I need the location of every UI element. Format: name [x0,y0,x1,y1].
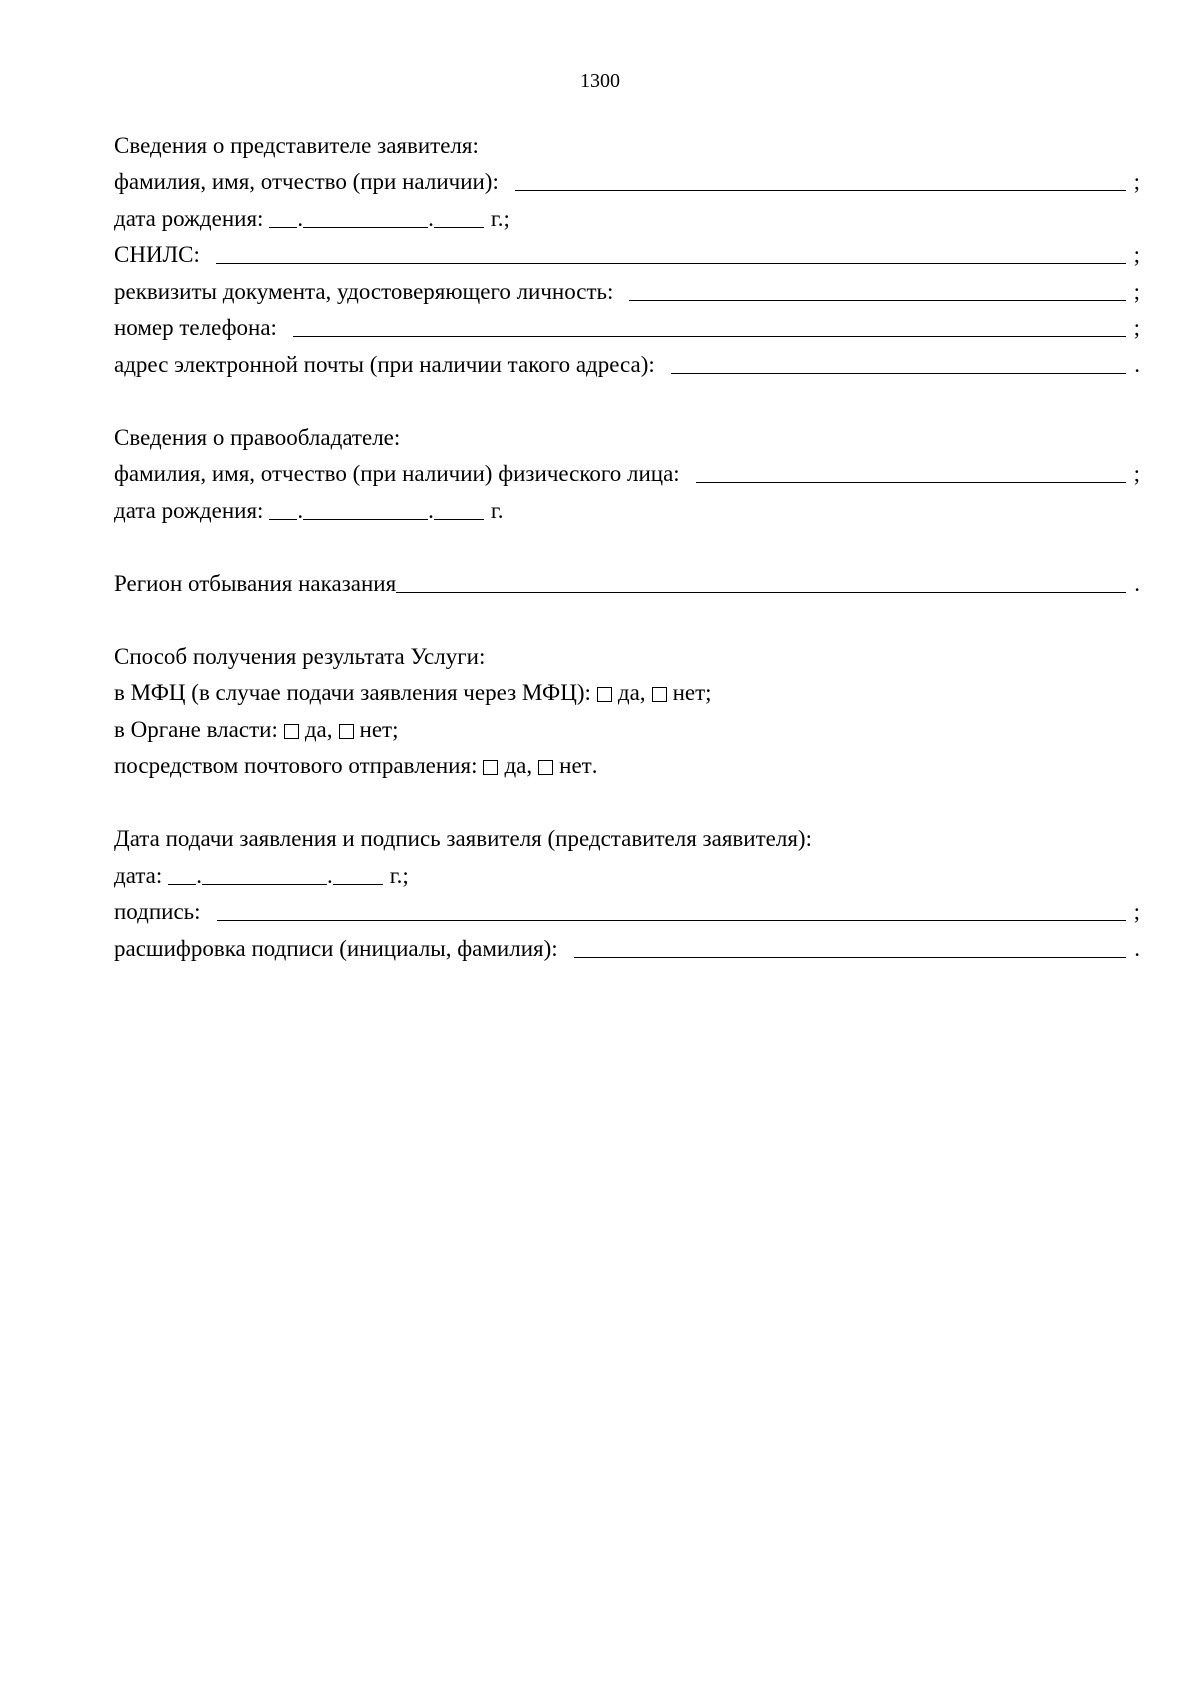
year-suffix: г.; [490,205,510,231]
rh-birth-year-field[interactable] [434,518,484,520]
date-dot: . [428,205,434,231]
region-field[interactable] [396,591,1126,593]
rep-birth-row [114,197,1140,234]
region-label: Регион отбывания наказания [114,570,397,596]
method-post-row [114,745,1140,782]
rh-birth-label: дата рождения: [114,497,264,523]
section-heading: Сведения о представителе заявителя: [114,132,479,158]
rep-birth-month-field[interactable] [303,226,428,228]
semicolon: ; [392,716,399,742]
rightholder-heading [114,416,1140,453]
rep-fio-row [114,161,1140,198]
semicolon: ; [705,680,712,705]
rep-birth-day-field[interactable] [269,226,297,228]
spacer [114,380,1140,417]
rep-phone-label: номер телефона: [114,315,277,340]
sig-decode-field[interactable] [574,956,1126,958]
sig-sign-row [114,891,1140,928]
rep-doc-row [114,270,1140,307]
date-dot: . [428,497,434,523]
method-heading [114,635,1140,672]
rep-email-field[interactable] [671,372,1126,374]
yes-label: да, [304,716,333,742]
rh-fio-label: фамилия, имя, отчество (при наличии) физического лица: [114,461,680,486]
rep-phone-row [114,307,1140,344]
semicolon: ; [1133,899,1140,924]
rep-birth-year-field[interactable] [434,226,484,228]
semicolon: ; [1133,461,1140,486]
rep-snils-field[interactable] [216,262,1126,264]
rh-fio-field[interactable] [696,481,1126,483]
sig-day-field[interactable] [168,883,196,885]
rep-email-row [114,343,1140,380]
date-dot: . [327,862,333,888]
date-dot: . [297,205,304,231]
representative-heading [114,124,1140,161]
post-no-checkbox[interactable] [538,760,553,775]
section-heading: Способ получения результата Услуги: [114,643,486,669]
no-label: нет [559,753,592,778]
period: . [1134,351,1140,377]
semicolon: ; [1133,169,1140,194]
mfc-yes-checkbox[interactable] [597,687,612,702]
form-content [114,124,1140,964]
spacer [114,526,1140,563]
region-row [114,562,1140,599]
yes-label: да, [617,680,646,705]
method-mfc-row [114,672,1140,709]
method-authority-row [114,708,1140,745]
period: . [1134,935,1140,961]
authority-no-checkbox[interactable] [339,724,354,739]
sig-decode-row [114,927,1140,964]
sig-sign-field[interactable] [217,919,1126,921]
rh-birth-date [269,499,484,522]
year-suffix: г. [490,497,504,523]
rep-snils-label: СНИЛС: [114,242,200,267]
date-dot: . [196,862,202,888]
yes-label: да, [504,753,533,778]
rep-doc-field[interactable] [629,299,1126,301]
period: . [1134,570,1140,596]
spacer [114,599,1140,636]
method-post-label: посредством почтового отправления: [114,753,478,778]
sig-decode-label: расшифровка подписи (инициалы, фамилия): [114,935,558,961]
rep-phone-field[interactable] [293,335,1126,337]
rh-birth-day-field[interactable] [269,518,297,520]
rep-birth-date [269,207,484,230]
date-dot: . [297,497,304,523]
year-suffix: г.; [389,862,409,888]
rh-birth-month-field[interactable] [303,518,428,520]
no-label: нет [672,680,706,705]
sig-date [168,864,383,887]
sig-date-label: дата: [114,862,163,888]
rep-email-label: адрес электронной почты (при наличии такого адреса): [114,351,655,377]
post-yes-checkbox[interactable] [483,760,498,775]
rep-snils-row [114,234,1140,271]
sig-date-row [114,854,1140,891]
method-authority-label: в Органе власти: [114,716,278,742]
spacer [114,781,1140,818]
period: . [591,753,598,778]
section-heading: Сведения о правообладателе: [114,424,401,450]
rep-fio-label: фамилия, имя, отчество (при наличии): [114,169,499,194]
rh-fio-row [114,453,1140,490]
semicolon: ; [1133,278,1140,304]
semicolon: ; [1133,315,1140,340]
semicolon: ; [1133,242,1140,267]
sig-month-field[interactable] [202,883,327,885]
sig-year-field[interactable] [333,883,383,885]
page-number: 1300 [580,70,620,92]
mfc-no-checkbox[interactable] [652,687,667,702]
signature-heading [114,818,1140,855]
method-mfc-label: в МФЦ (в случае подачи заявления через МФЦ): [114,680,591,705]
rh-birth-row [114,489,1140,526]
section-heading: Дата подачи заявления и подпись заявителя (представителя заявителя): [114,826,812,851]
rep-fio-field[interactable] [515,189,1126,191]
no-label: нет [359,716,393,742]
rep-birth-label: дата рождения: [114,205,264,231]
sig-sign-label: подпись: [114,899,201,924]
rep-doc-label: реквизиты документа, удостоверяющего личность: [114,278,614,304]
authority-yes-checkbox[interactable] [284,724,299,739]
